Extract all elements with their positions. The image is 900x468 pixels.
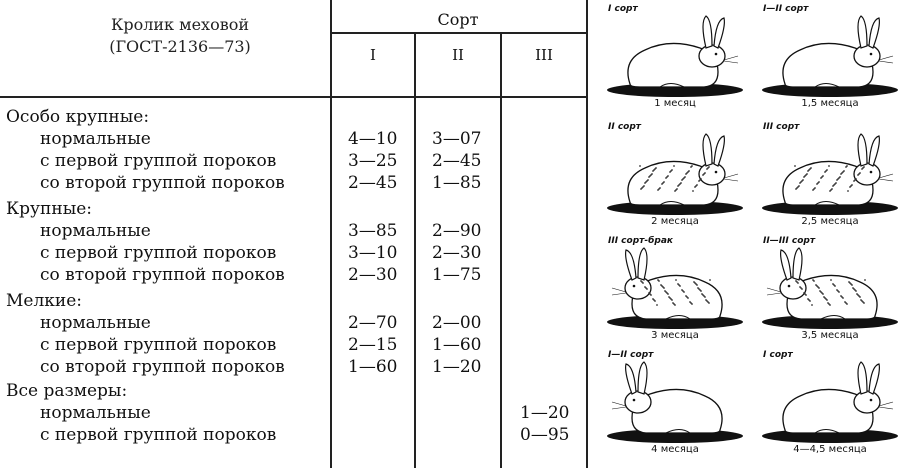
row-value-v2: 1—20 [432, 357, 482, 377]
row-value-v2: 1—75 [432, 265, 482, 285]
row-value-v1: 2—70 [348, 313, 398, 333]
rabbit-panel [600, 236, 750, 348]
rabbit-age-label: 4—4,5 месяца [793, 444, 867, 455]
rabbit-age-label: 4 месяца [651, 444, 699, 455]
table-title [60, 14, 300, 58]
rabbit-grade-label: II—III сорт [763, 236, 816, 246]
row-group-label: Крупные: [6, 199, 93, 219]
row-value-v3: 1—20 [520, 403, 570, 423]
table-row [0, 150, 587, 172]
row-value-v2: 2—00 [432, 313, 482, 333]
rabbit-grade-label: I—II сорт [763, 4, 809, 14]
row-value-v1: 3—85 [348, 221, 398, 241]
row-value-v1: 2—15 [348, 335, 398, 355]
rabbit-grade-label: III сорт-брак [608, 236, 673, 246]
row-value-v1: 3—25 [348, 151, 398, 171]
table-row [0, 172, 587, 194]
row-value-v1: 3—10 [348, 243, 398, 263]
row-label: нормальные [40, 221, 151, 241]
rabbit-age-label: 3,5 месяца [801, 330, 859, 341]
rabbit-panel [755, 236, 900, 348]
table-row [0, 242, 587, 264]
row-label: нормальные [40, 313, 151, 333]
table-row [0, 402, 587, 424]
row-label: с первой группой пороков [40, 151, 277, 171]
rabbit-grade-label: I сорт [608, 4, 638, 14]
row-group-label: Все размеры: [6, 381, 128, 401]
rabbit-panel [755, 350, 900, 462]
table-row [0, 424, 587, 446]
row-value-v2: 1—60 [432, 335, 482, 355]
row-group-label: Особо крупные: [6, 107, 150, 127]
rabbit-age-label: 2,5 месяца [801, 216, 859, 227]
row-value-v2: 2—30 [432, 243, 482, 263]
rabbit-panel [600, 350, 750, 462]
row-value-v2: 1—85 [432, 173, 482, 193]
rabbit-age-label: 2 месяца [651, 216, 699, 227]
rabbit-panel [755, 122, 900, 234]
row-label: со второй группой пороков [40, 173, 285, 193]
row-value-v2: 2—90 [432, 221, 482, 241]
table-title-line1: Кролик меховой [110, 15, 250, 34]
row-value-v3: 0—95 [520, 425, 570, 445]
rabbit-grade-label: I—II сорт [608, 350, 654, 360]
row-value-v1: 1—60 [348, 357, 398, 377]
column-header-ii: II [452, 46, 464, 64]
row-label: нормальные [40, 129, 151, 149]
row-label: нормальные [40, 403, 151, 423]
table-row [0, 264, 587, 286]
row-value-v1: 4—10 [348, 129, 398, 149]
row-label: со второй группой пороков [40, 357, 285, 377]
row-label: с первой группой пороков [40, 243, 277, 263]
table-title-line2: (ГОСТ-2136—73) [109, 37, 251, 56]
rabbit-age-label: 1 месяц [654, 98, 696, 109]
column-header-iii: III [535, 46, 553, 64]
table-row [0, 356, 587, 378]
table-row [0, 290, 587, 312]
rabbit-grade-label: III сорт [763, 122, 800, 132]
header-rule-bottom [0, 96, 587, 98]
rabbit-panel [600, 4, 750, 116]
table-row [0, 128, 587, 150]
table-row [0, 334, 587, 356]
rabbit-panel [755, 4, 900, 116]
row-label: с первой группой пороков [40, 335, 277, 355]
row-value-v2: 2—45 [432, 151, 482, 171]
table-row [0, 380, 587, 402]
sort-header: Сорт [437, 10, 479, 29]
row-label: со второй группой пороков [40, 265, 285, 285]
rabbit-age-label: 3 месяца [651, 330, 699, 341]
table-row [0, 198, 587, 220]
header-rule-sort [330, 32, 587, 34]
row-group-label: Мелкие: [6, 291, 83, 311]
table-row [0, 106, 587, 128]
rabbit-panel [600, 122, 750, 234]
row-value-v1: 2—30 [348, 265, 398, 285]
rabbit-grade-label: I сорт [763, 350, 793, 360]
column-header-i: I [370, 46, 376, 64]
row-value-v2: 3—07 [432, 129, 482, 149]
rabbit-age-label: 1,5 месяца [801, 98, 859, 109]
row-value-v1: 2—45 [348, 173, 398, 193]
table-row [0, 312, 587, 334]
table-row [0, 220, 587, 242]
rabbit-grade-label: II сорт [608, 122, 642, 132]
row-label: с первой группой пороков [40, 425, 277, 445]
